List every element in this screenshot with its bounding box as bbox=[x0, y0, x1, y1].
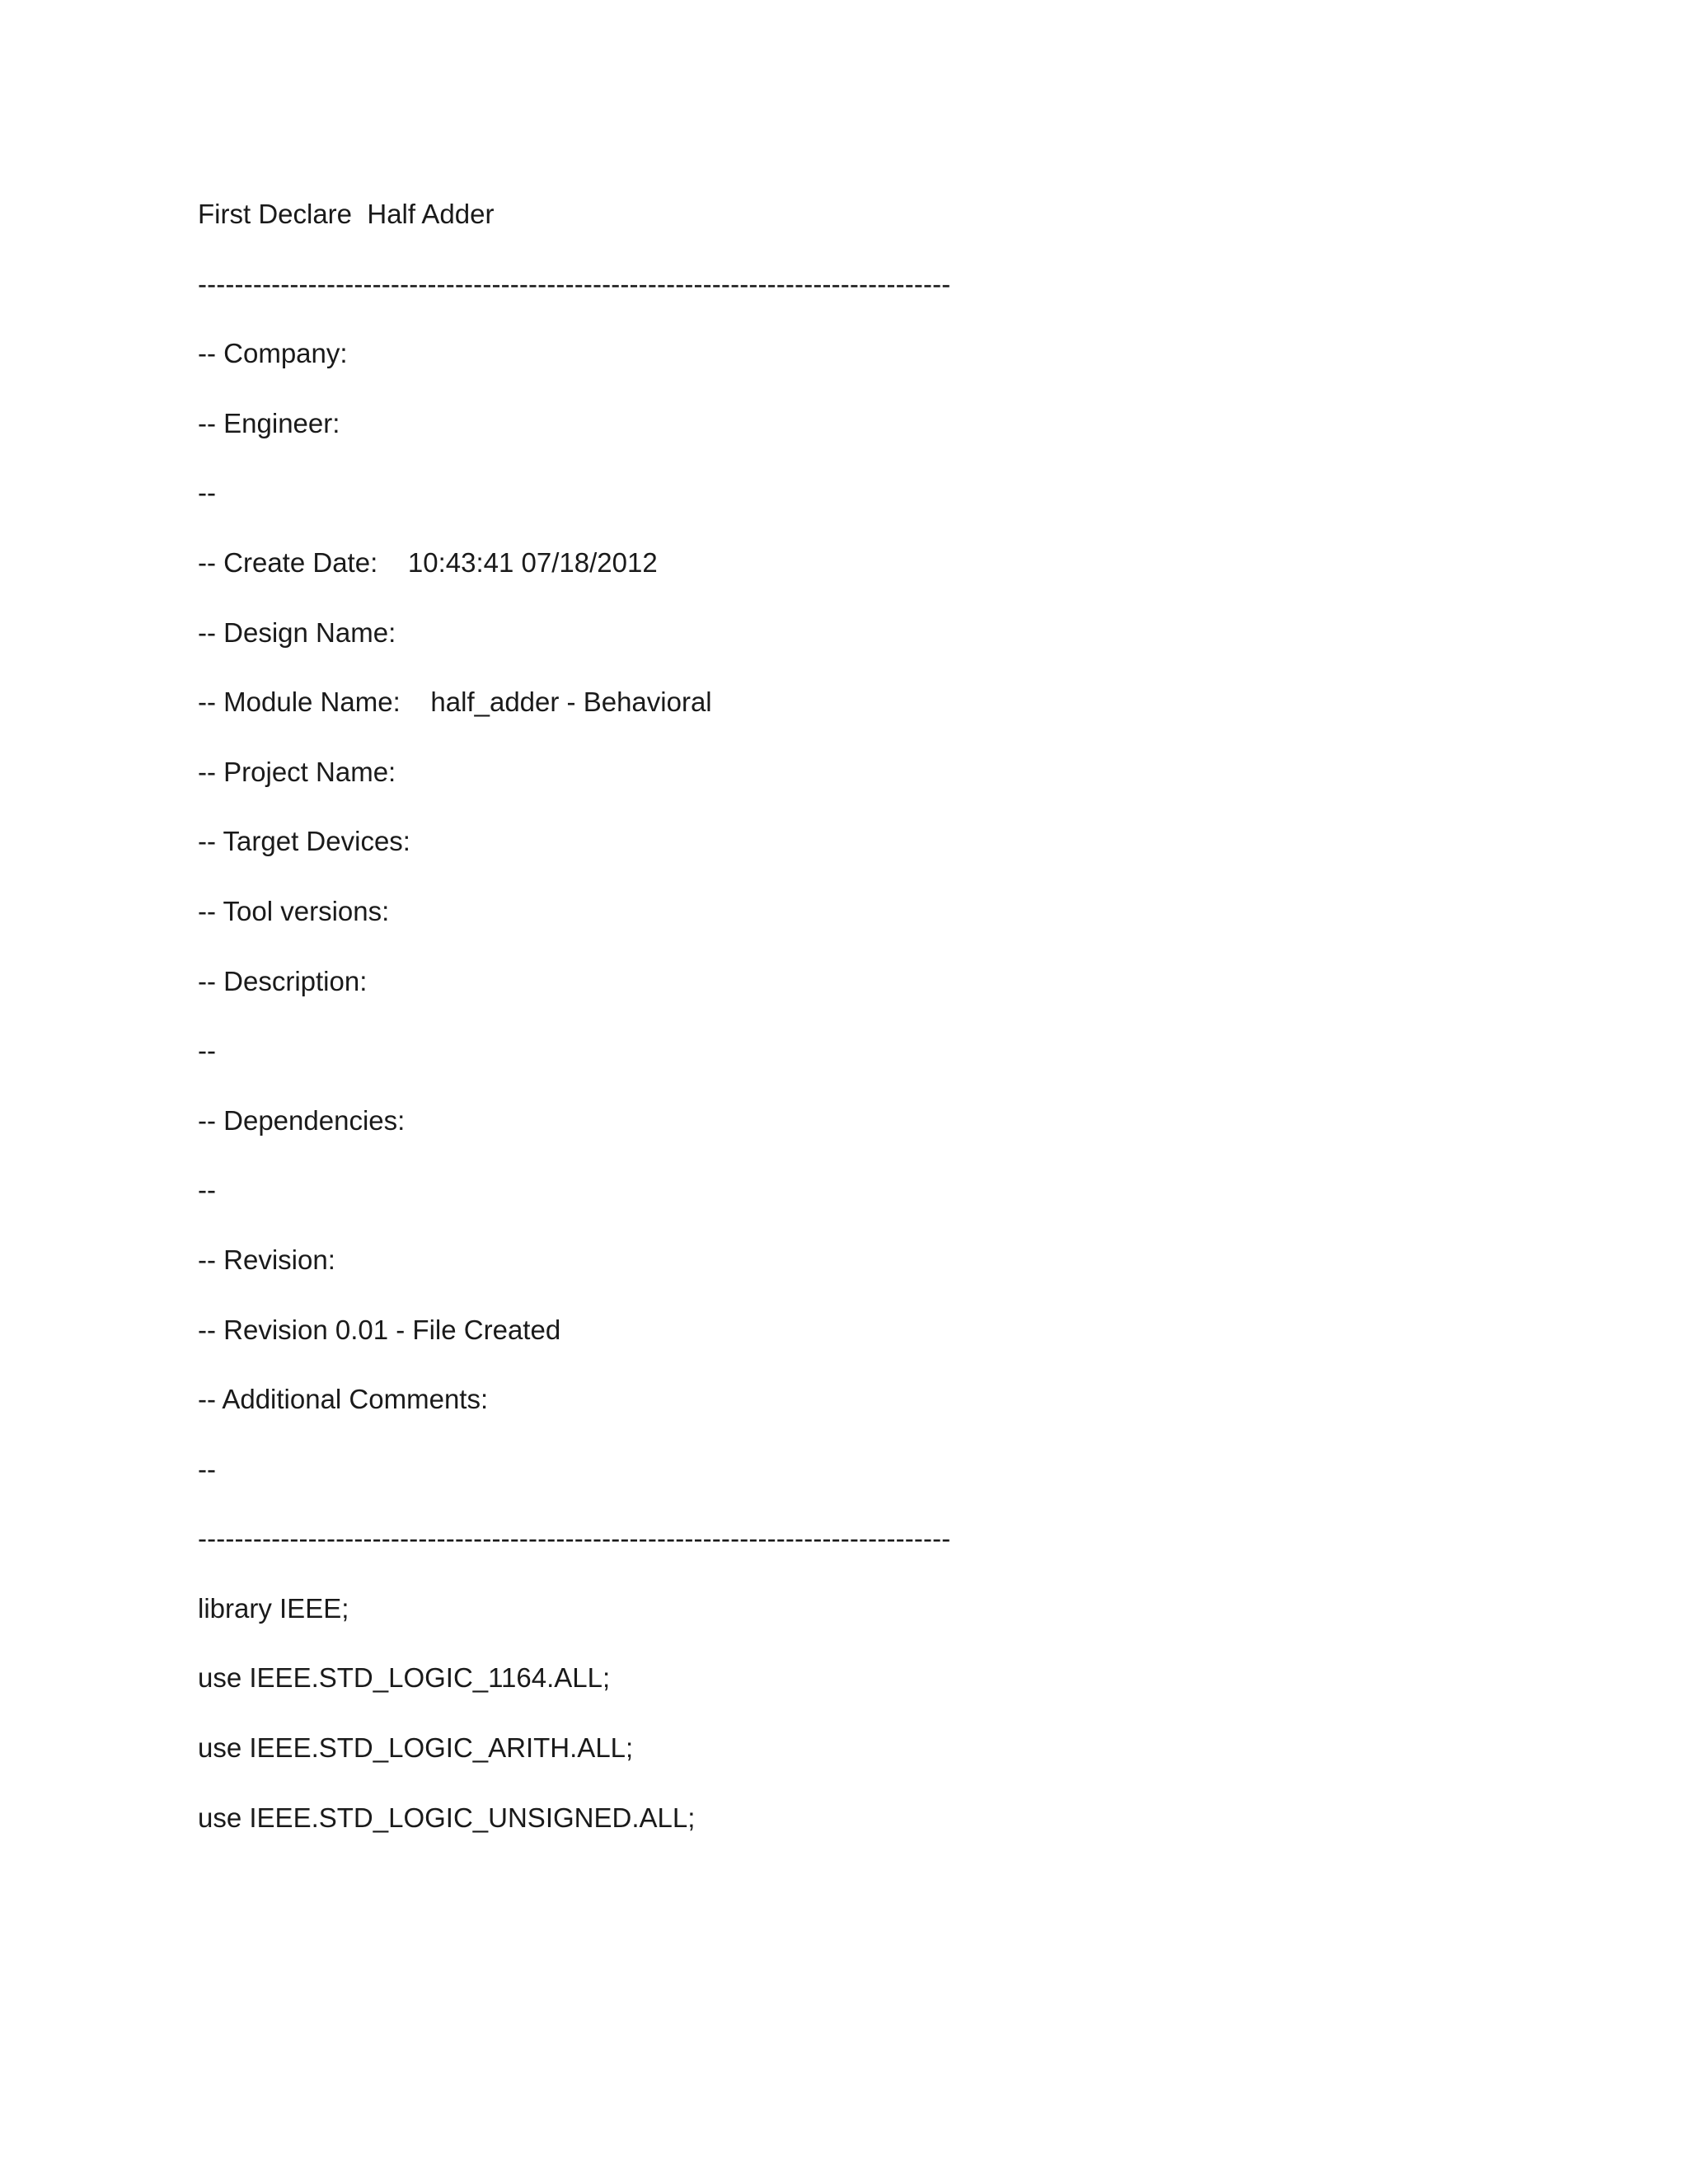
comment-tool-versions: -- Tool versions: bbox=[198, 895, 390, 926]
comment-blank: -- bbox=[198, 1035, 216, 1066]
comment-description: -- Description: bbox=[198, 965, 368, 996]
comment-additional-comments: -- Additional Comments: bbox=[198, 1384, 489, 1415]
comment-module-name: -- Module Name: half_adder - Behavioral bbox=[198, 687, 712, 718]
separator-line: ---------------------------------------------------------------------------------- bbox=[198, 268, 951, 299]
comment-create-date: -- Create Date: 10:43:41 07/18/2012 bbox=[198, 546, 658, 578]
comment-blank: -- bbox=[198, 1174, 216, 1206]
comment-design-name: -- Design Name: bbox=[198, 616, 396, 648]
comment-engineer: -- Engineer: bbox=[198, 407, 340, 438]
separator-line: ---------------------------------------------------------------------------------- bbox=[198, 1523, 951, 1554]
comment-revision-note: -- Revision 0.01 - File Created bbox=[198, 1314, 561, 1345]
comment-project-name: -- Project Name: bbox=[198, 756, 396, 787]
code-use-line: use IEEE.STD_LOGIC_UNSIGNED.ALL; bbox=[198, 1802, 696, 1833]
comment-blank: -- bbox=[198, 477, 216, 509]
comment-dependencies: -- Dependencies: bbox=[198, 1104, 406, 1136]
document-body bbox=[198, 194, 950, 1868]
comment-blank: -- bbox=[198, 1453, 216, 1484]
document-title: First Declare Half Adder bbox=[198, 199, 495, 229]
code-use-line: use IEEE.STD_LOGIC_1164.ALL; bbox=[198, 1662, 611, 1694]
comment-company: -- Company: bbox=[198, 338, 348, 369]
code-use-line: use IEEE.STD_LOGIC_ARITH.ALL; bbox=[198, 1732, 634, 1764]
comment-target-devices: -- Target Devices: bbox=[198, 826, 410, 857]
code-library-line: library IEEE; bbox=[198, 1592, 349, 1624]
comment-revision: -- Revision: bbox=[198, 1244, 335, 1275]
